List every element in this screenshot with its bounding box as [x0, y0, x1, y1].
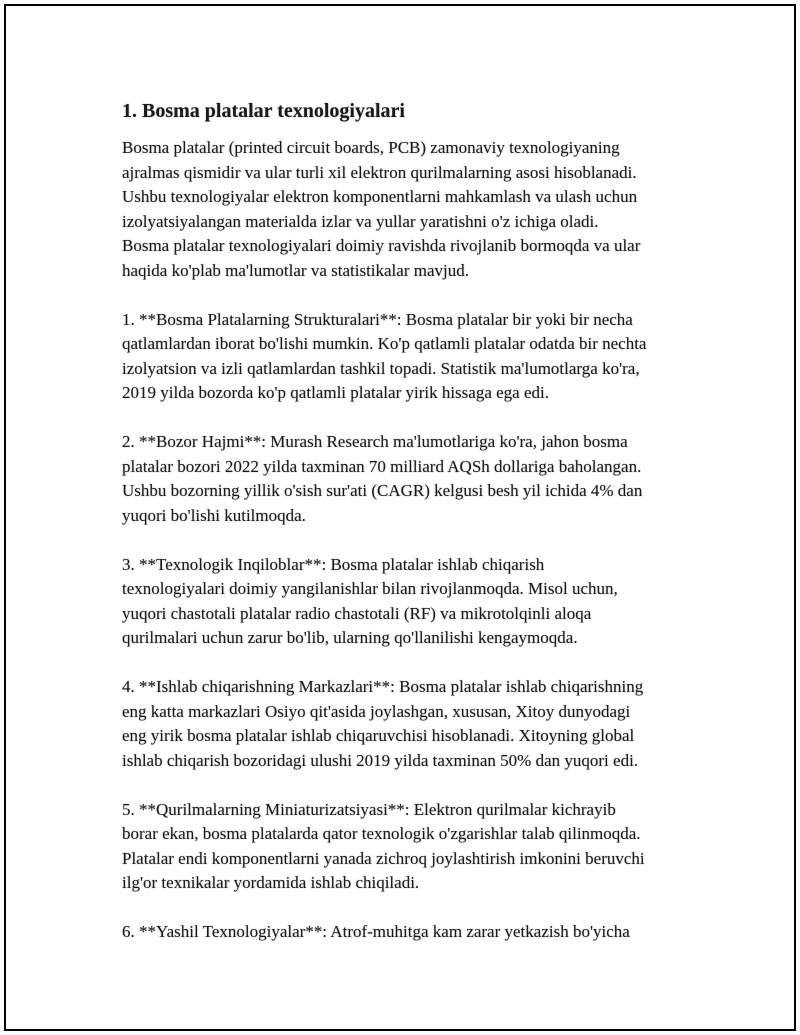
- list-item-green-technologies: 6. **Yashil Texnologiyalar**: Atrof-muhitga kam zarar yetkazish bo'yicha: [122, 922, 630, 941]
- list-item-market-size: 2. **Bozor Hajmi**: Murash Research ma'lumotlariga ko'ra, jahon bosma platalar bozori 2022 yilda taxminan 70 milliard AQSh dollariga baholangan. Ushbu bozorning yillik o'sish sur'ati (CAGR) kelgusi besh yil ichida 4% dan yuqori bo'lishi kutilmoqda.: [122, 432, 643, 525]
- list-item-tech-revolutions: 3. **Texnologik Inqiloblar**: Bosma platalar ishlab chiqarish texnologiyalari doimiy yangilanishlar bilan rivojlanmoqda. Misol uchun, yuqori chastotali platalar radio chastotali (RF) va mikrotolqinli aloqa qurilmalari uchun zarur bo'lib, ularning qo'llanilishi kengaymoqda.: [122, 554, 618, 647]
- page-frame: [4, 4, 796, 1031]
- intro-paragraph: Bosma platalar (printed circuit boards, PCB) zamonaviy texnologiyaning ajralmas qismidir va ular turli xil elektron qurilmalarning asosi hisoblanadi. Ushbu texnologiyalar elektron komponentlarni mahkamlash va ulash uchun izolyatsiyalangan materialda izlar va yullar yaratishni o'z ichiga oladi. Bosma platalar texnologiyalari doimiy ravishda rivojlanib bormoqda va ular haqida ko'plab ma'lumotlar va statistikalar mavjud.: [122, 138, 641, 280]
- list-item-miniaturization: 5. **Qurilmalarning Miniaturizatsiyasi**: Elektron qurilmalar kichrayib borar ekan, bosma platalarda qator texnologik o'zgarishlar talab qilinmoqda. Platalar endi komponentlarni yanada zichroq joylashtirish imkonini beruvchi ilg'or texnikalar yordamida ishlab chiqiladi.: [122, 799, 645, 892]
- section-heading: 1. Bosma platalar texnologiyalari: [122, 100, 405, 122]
- list-item-production-centers: 4. **Ishlab chiqarishning Markazlari**: Bosma platalar ishlab chiqarishning eng katta markazlari Osiyo qit'asida joylashgan, xususan, Xitoy dunyodagi eng yirik bosma platalar ishlab chiqaruvchisi hisoblanadi. Xitoyning global ishlab chiqarish bozoridagi ulushi 2019 yilda taxminan 50% dan yuqori edi.: [122, 677, 644, 770]
- list-item-structures: 1. **Bosma Platalarning Strukturalari**: Bosma platalar bir yoki bir necha qatlamlardan iborat bo'lishi mumkin. Ko'p qatlamli platalar odatda bir nechta izolyatsion va izli qatlamlardan tashkil topadi. Statistik ma'lumotlarga ko'ra, 2019 yilda bozorda ko'p qatlamli platalar yirik hissaga ega edi.: [122, 309, 647, 402]
- document-body: [122, 92, 702, 969]
